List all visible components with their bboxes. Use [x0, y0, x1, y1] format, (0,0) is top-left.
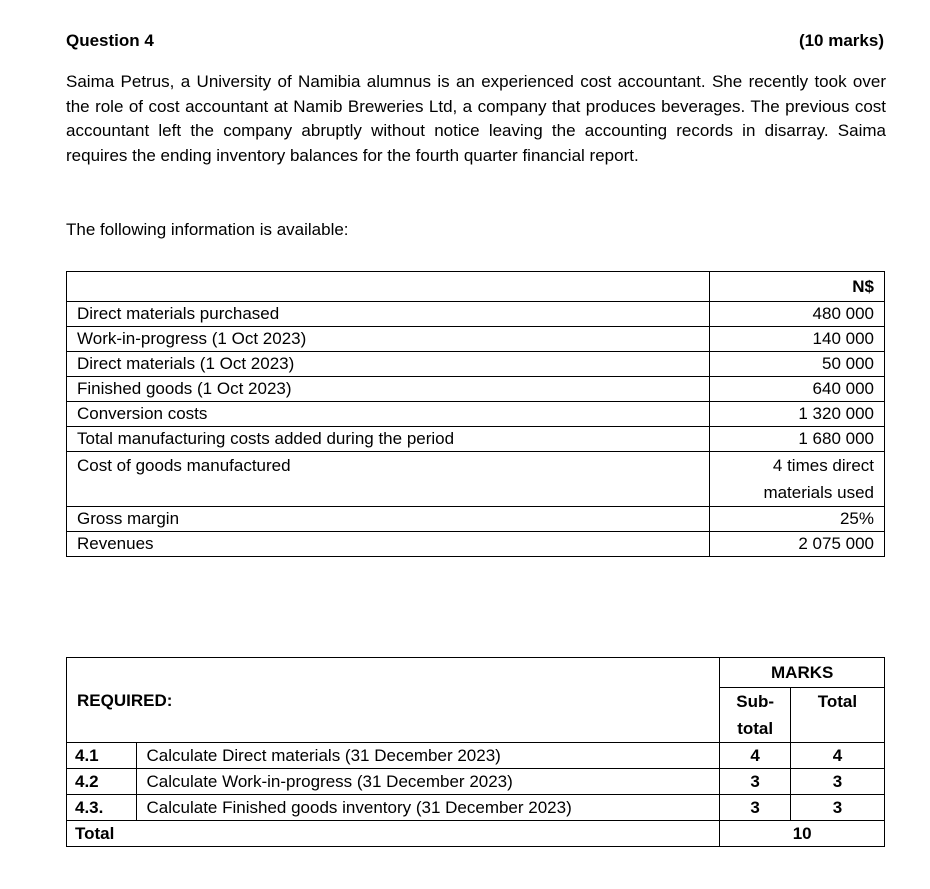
required-header-row: [67, 658, 885, 688]
subtotal-header-line1: Sub-: [736, 692, 775, 711]
information-table: [66, 271, 885, 557]
row-value: 2 075 000: [710, 532, 885, 557]
following-info-text: The following information is available:: [66, 220, 349, 239]
item-description: Calculate Finished goods inventory (31 December 2023): [136, 795, 720, 821]
table-row: [67, 507, 885, 532]
row-label: Total manufacturing costs added during the period: [67, 427, 710, 452]
item-number: 4.3.: [67, 795, 137, 821]
footer-total-label: Total: [67, 821, 720, 847]
row-label: Work-in-progress (1 Oct 2023): [67, 327, 710, 352]
row-value: 50 000: [710, 352, 885, 377]
table-row: [67, 302, 885, 327]
question-marks: (10 marks): [798, 31, 884, 50]
table-row: [67, 532, 885, 557]
question-header: [66, 31, 884, 51]
table-row: [67, 377, 885, 402]
row-label: Cost of goods manufactured: [67, 452, 710, 507]
footer-total-value: 10: [720, 821, 885, 847]
row-value: 1 680 000: [710, 427, 885, 452]
table-header-row: [67, 272, 885, 302]
row-label: Conversion costs: [67, 402, 710, 427]
table-row: [67, 352, 885, 377]
marks-header: MARKS: [720, 658, 885, 688]
subtotal-header-line2: total: [737, 719, 774, 738]
subtotal-header: [720, 688, 791, 743]
item-subtotal: 3: [720, 769, 791, 795]
item-total: 3: [790, 769, 884, 795]
item-number: 4.2: [67, 769, 137, 795]
row-label: Revenues: [67, 532, 710, 557]
item-subtotal: 3: [720, 795, 791, 821]
item-total: 4: [790, 743, 884, 769]
row-label: Direct materials purchased: [67, 302, 710, 327]
item-subtotal: 4: [720, 743, 791, 769]
table-row: [67, 402, 885, 427]
table-row: [67, 452, 885, 507]
intro-paragraph: Saima Petrus, a University of Namibia alumnus is an experienced cost accountant. She recently took over the role of cost accountant at Namib Breweries Ltd, a company that produces beverages. The previous cost accountant left the company abruptly without notice leaving the accounting records in disarray. Saima requires the ending inventory balances for the fourth quarter financial report.: [66, 72, 886, 165]
required-footer-row: [67, 821, 885, 847]
required-label: REQUIRED:: [67, 658, 720, 743]
row-value-line1: 4 times direct: [772, 456, 874, 475]
row-value-line2: materials used: [763, 483, 874, 502]
table-row: [67, 327, 885, 352]
row-label: Finished goods (1 Oct 2023): [67, 377, 710, 402]
row-value: [710, 452, 885, 507]
currency-header: N$: [710, 272, 885, 302]
required-item-row: [67, 743, 885, 769]
row-value: 480 000: [710, 302, 885, 327]
row-value: 140 000: [710, 327, 885, 352]
row-label: Direct materials (1 Oct 2023): [67, 352, 710, 377]
header-blank-cell: [67, 272, 710, 302]
item-number: 4.1: [67, 743, 137, 769]
item-total: 3: [790, 795, 884, 821]
item-description: Calculate Direct materials (31 December 2023): [136, 743, 720, 769]
total-header: Total: [790, 688, 884, 743]
row-value: 1 320 000: [710, 402, 885, 427]
required-table: [66, 657, 885, 847]
question-title: Question 4: [66, 31, 154, 50]
row-value: 640 000: [710, 377, 885, 402]
table-row: [67, 427, 885, 452]
row-label: Gross margin: [67, 507, 710, 532]
required-item-row: [67, 795, 885, 821]
row-value: 25%: [710, 507, 885, 532]
required-item-row: [67, 769, 885, 795]
item-description: Calculate Work-in-progress (31 December 2023): [136, 769, 720, 795]
